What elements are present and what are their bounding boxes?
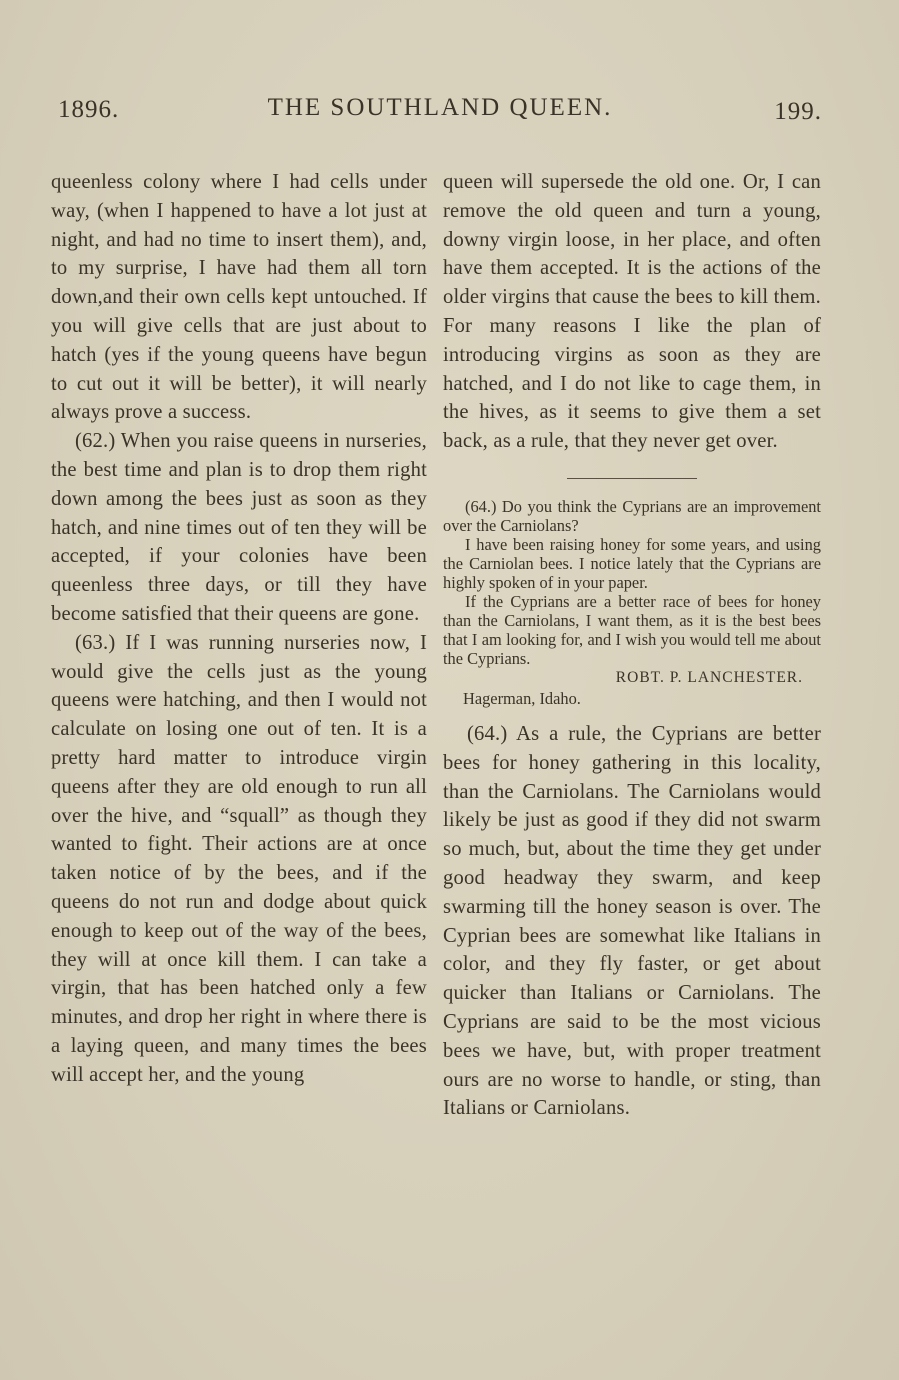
paragraph-continuation: queenless colony where I had cells under way, (when I happened to have a lot just at night, and had no time to insert them), and, to my surprise, I have had them all torn down,and their own cells kept untouched. If you will give cells that are just about to hatch (yes if the young queens have begun to cut out it will be better), it will nearly always prove a success.: [51, 171, 427, 424]
paragraph-63: (63.) If I was running nurseries now, I would give the cells just as the young queens were hatching, and then I would not calculate on losing one out of ten. It is a pretty hard matter to introduce virgin queens after they are old enough to run all over the hive, and “squall” as though they wanted to fight. Their actions are at once taken notice of by the bees, and if the queens do not run and dodge about quick enough to keep out of the way of the bees, they will at once kill them. I can take a virgin, that has been hatched only a few minutes, and drop her right in where there is a laying queen, and many times the bees will accept her, and the young: [51, 631, 427, 1086]
paragraph-63-continued: queen will supersede the old one. Or, I can remove the old queen and turn a young, downy virgin loose, in her place, and often have them accepted. It is the actions of the older virgins that cause the bees to kill them. For many reasons I like the plan of introducing virgins as soon as they are hatched, and I do not like to cage them, in the hives, as it seems to give them a set back, as a rule, that they never get over.: [443, 171, 821, 453]
page-number: 199.: [774, 98, 822, 125]
paragraph-62: (62.) When you raise queens in nurseries, the best time and plan is to drop them right down among the bees just as soon as they hatch, and nine times out of ten they will be accepted, if your colonies have been queenless three days, or till they have become satisfied that their queens are gone.: [51, 430, 427, 625]
letter-question: (64.) Do you think the Cyprians are an improvement over the Carniolans?: [443, 496, 821, 535]
answer-64: (64.) As a rule, the Cyprians are better bees for honey gathering in this locality, than the Carniolans. The Carniolans would likely be just as good if they did not swarm so much, but, about the time they get under good headway they swarm, and keep swarming till the honey season is over. The Cyprian bees are somewhat like Italians in color, and they fly faster, or get about quicker than Italians or Carniolans. The Cyprians are said to be the most vicious bees we have, but, with proper treatment ours are no worse to handle, or sting, than Italians or Carniolans.: [443, 722, 821, 1120]
journal-title: THE SOUTHLAND QUEEN.: [267, 94, 613, 121]
section-divider: [567, 478, 697, 479]
letter-paragraph-1: I have been raising honey for some years, and using the Carniolan bees. I notice lately that the Cyprians are highly spoken of in your paper.: [443, 534, 821, 592]
letter-signature: ROBT. P. LANCHESTER.: [615, 668, 803, 686]
letter-paragraph-2: If the Cyprians are a better race of bees for honey than the Carniolans, I want them, as it is the best bees that I am looking for, and I wish you would tell me about the Cyprians.: [443, 591, 821, 668]
running-header: [58, 92, 822, 132]
letter-place: Hagerman, Idaho.: [463, 688, 581, 708]
left-column: [51, 168, 427, 1090]
page-year: 1896.: [58, 96, 120, 123]
right-column: [443, 168, 821, 1123]
